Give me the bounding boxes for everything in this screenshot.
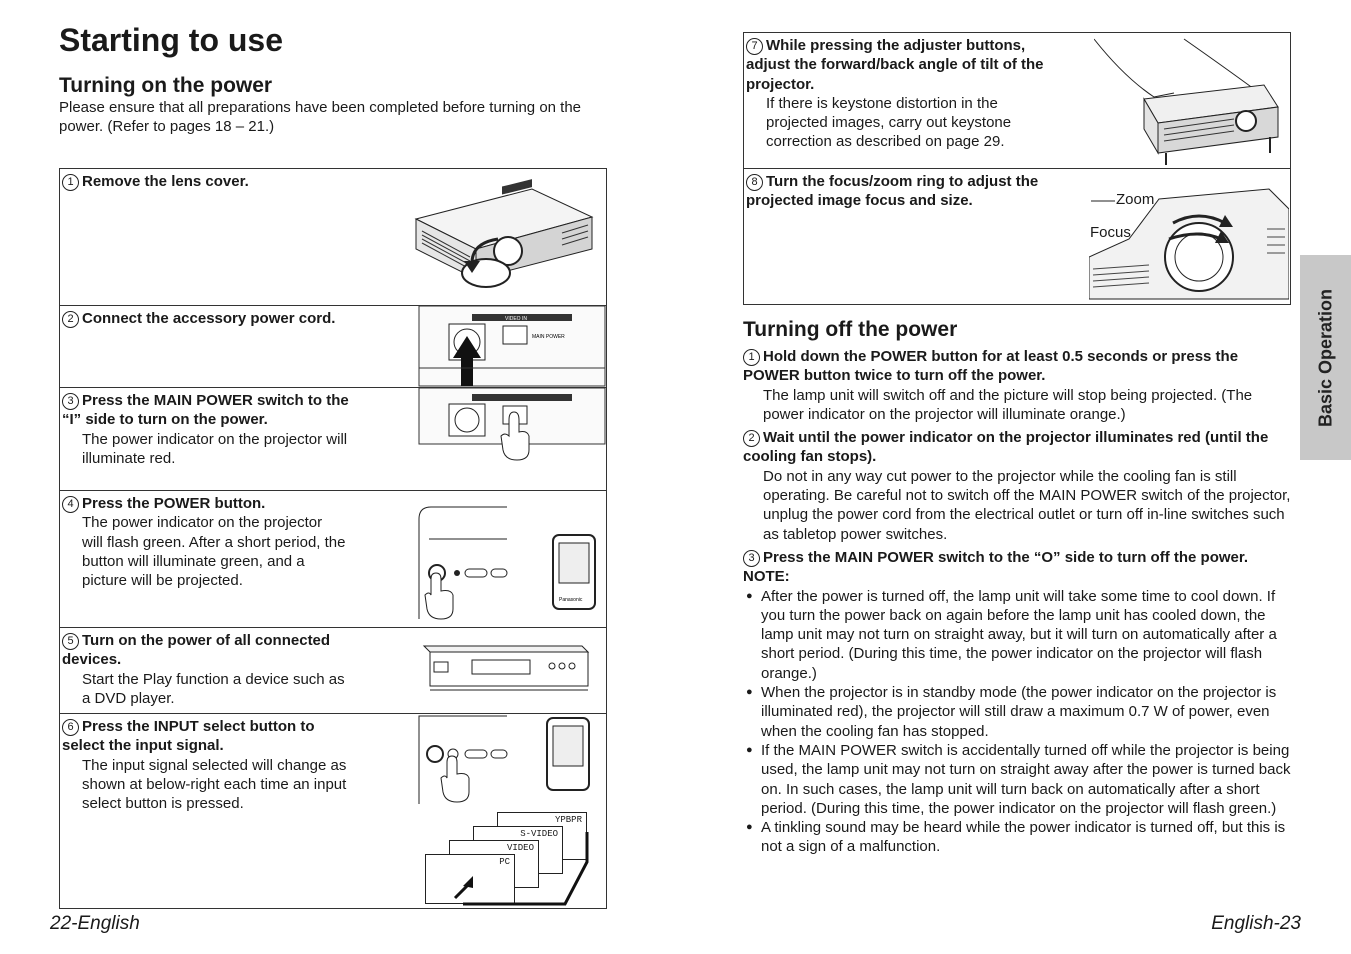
section-side-tab [1300, 255, 1351, 460]
step-body: The power indicator on the projector will flash green. After a short period, the button will illuminate green, and a picture will be projected. [82, 514, 346, 590]
step-number: 3 [743, 550, 760, 567]
step-row-8 [744, 169, 1290, 306]
input-signal-cards [425, 812, 595, 908]
step-row-5 [60, 628, 606, 714]
turning-on-heading: Turning on the power [59, 74, 273, 97]
turning-on-steps-box [59, 168, 607, 909]
step-number: 2 [743, 430, 760, 447]
step-row-6 [60, 714, 606, 910]
input-card-svideo: S-VIDEO [473, 826, 563, 874]
step-row-4 [60, 491, 606, 628]
turning-off-section [743, 318, 1291, 857]
turning-on-section [59, 74, 599, 137]
cycle-arrow-icon [425, 812, 595, 908]
step-title: While pressing the adjuster buttons, adjust the forward/back angle of tilt of the projector. [746, 37, 1044, 93]
note-list [743, 587, 1291, 857]
step-title: Press the INPUT select button to select the input signal. [62, 718, 315, 755]
step-number: 4 [62, 496, 79, 513]
step-row-7 [744, 33, 1290, 169]
step-title: Turn the focus/zoom ring to adjust the projected image focus and size. [746, 173, 1039, 210]
step-row-2 [60, 306, 606, 388]
off-step-1 [743, 347, 1291, 424]
step-number: 5 [62, 633, 79, 650]
power-button-illustration [417, 499, 602, 624]
step-number: 1 [62, 174, 79, 191]
main-power-switch-illustration [417, 388, 607, 468]
focus-label: Focus [1090, 224, 1131, 241]
step-number: 8 [746, 174, 763, 191]
step-number: 7 [746, 38, 763, 55]
step-number: 2 [62, 311, 79, 328]
step-number: 3 [62, 393, 79, 410]
turning-off-heading: Turning off the power [743, 318, 958, 341]
dvd-player-illustration [422, 642, 592, 702]
video-in-label: VIDEO IN [505, 316, 527, 322]
note-item: ● A tinkling sound may be heard while the power indicator is turned off, but this is not a sign of a malfunction. [743, 818, 1291, 857]
power-cord-connection-illustration [417, 306, 607, 387]
step-row-1 [60, 169, 606, 306]
zoom-label: Zoom [1116, 191, 1155, 208]
note-label: NOTE: [743, 568, 790, 586]
step-title: Connect the accessory power cord. [82, 310, 336, 327]
step-body: Do not in any way cut power to the projector while the cooling fan is still operating. Be careful not to switch off the MAIN POWER switch of the projector, unplug the power cord from the electrical outlet or turn off in-line switches such as tabletop power switches. [763, 467, 1291, 543]
step-title: Turn on the power of all connected devices. [62, 632, 331, 669]
step-body: The input signal selected will change as shown at below-right each time an input select button is pressed. [82, 756, 347, 813]
step-number: 1 [743, 349, 760, 366]
step-title: Press the POWER button. [82, 495, 266, 512]
input-button-illustration [417, 714, 602, 806]
input-card-video: VIDEO [449, 840, 539, 888]
tilt-adjust-illustration [1094, 37, 1284, 165]
main-power-label: MAIN POWER [532, 334, 565, 340]
off-step-3 [743, 548, 1291, 567]
remote-brand-label: Panasonic [559, 597, 583, 603]
step-body: The lamp unit will switch off and the picture will stop being projected. (The power indicator on the projector will illuminate orange.) [763, 386, 1253, 423]
note-item: ● When the projector is in standby mode (the power indicator on the projector is illuminated red), the projector will still draw a maximum 0.7 W of power, even when the cooling fan has stopped. [743, 683, 1291, 741]
step-title: Wait until the power indicator on the projector illuminates red (until the cooling fan stops). [743, 429, 1269, 466]
focus-zoom-ring-illustration [1089, 179, 1289, 305]
note-item: ● After the power is turned off, the lamp unit will take some time to cool down. If you turn the power back on again before the lamp unit has cooled down, the lamp unit may not turn on straight away, but it will turn on automatically after a short period. (During this time, the power indicator on the projector will flash orange.) [743, 587, 1291, 683]
adjust-steps-box [743, 32, 1291, 305]
input-card-ypbpr: YPBPR [497, 812, 587, 860]
note-item: ● If the MAIN POWER switch is accidentally turned off while the projector is being used, the lamp unit may not turn on straight away after the power is turned back on. In such cases, the lamp unit will turn back on automatically after a short period. (During this time, the power indicator on the projector will flash green.) [743, 741, 1291, 818]
input-card-pc: PC [425, 854, 515, 904]
footer-left-page-number: 22-English [50, 913, 140, 934]
step-row-3 [60, 388, 606, 491]
turning-on-intro: Please ensure that all preparations have been completed before turning on the power. (Refer to pages 18 – 21.) [59, 99, 582, 136]
step-number: 6 [62, 719, 79, 736]
step-body: The power indicator on the projector will illuminate red. [82, 430, 348, 467]
step-title: Press the MAIN POWER switch to the “O” side to turn off the power. [763, 548, 1249, 566]
step-title: Press the MAIN POWER switch to the “I” side to turn on the power. [62, 392, 349, 429]
projector-lens-cover-illustration [412, 177, 597, 302]
footer-right-page-number: English-23 [1211, 913, 1301, 934]
step-title: Remove the lens cover. [82, 173, 249, 190]
off-step-2 [743, 428, 1291, 544]
side-tab-label: Basic Operation [1315, 288, 1335, 427]
page-title: Starting to use [59, 22, 284, 58]
step-body: Start the Play function a device such as a DVD player. [82, 670, 345, 707]
step-title: Hold down the POWER button for at least 0.5 seconds or press the POWER button twice to turn off the power. [743, 348, 1239, 385]
step-body: If there is keystone distortion in the projected images, carry out keystone correction as described on page 29. [766, 94, 1012, 151]
